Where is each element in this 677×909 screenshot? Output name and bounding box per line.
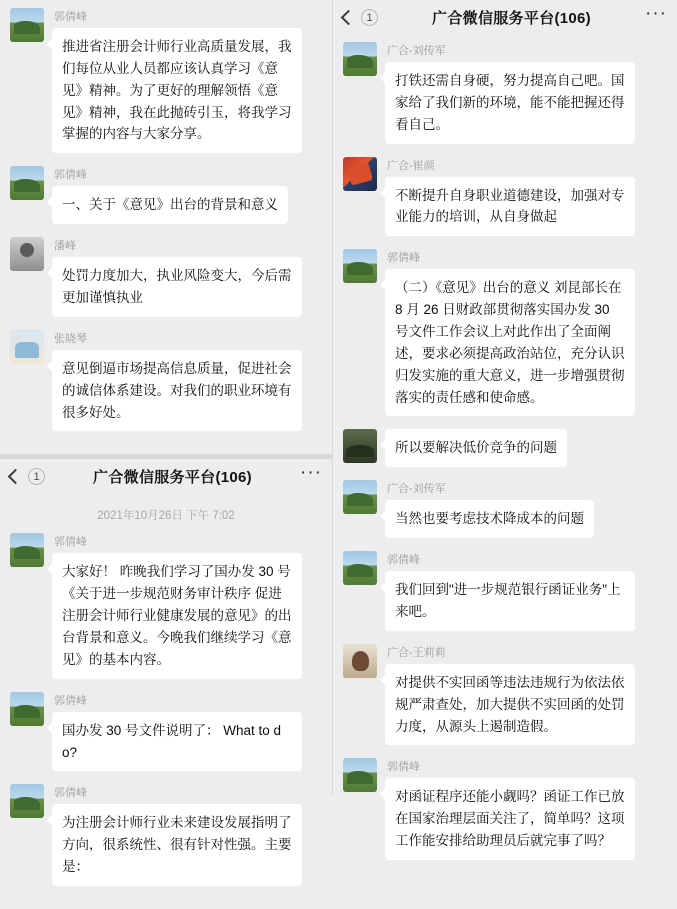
message-item[interactable] xyxy=(10,330,322,432)
avatar[interactable] xyxy=(343,249,377,283)
message-bubble[interactable]: 大家好！ 昨晚我们学习了国办发 30 号《关于进一步规范财务审计秩序 促进注册会计师行业健康发展的意见》的出台背景和意义。今晚我们继续学习《意见》的基本内容。 xyxy=(52,553,302,678)
right-message-list[interactable] xyxy=(333,34,677,883)
message-item[interactable] xyxy=(10,166,322,224)
message-item[interactable] xyxy=(10,237,322,317)
chevron-left-icon[interactable] xyxy=(341,9,357,25)
message-bubble[interactable]: 打铁还需自身硬，努力提高自己吧。国家给了我们新的环境，能不能把握还得看自己。 xyxy=(385,62,635,144)
back-button[interactable] xyxy=(10,468,45,485)
message-item[interactable] xyxy=(343,644,667,746)
message-bubble[interactable]: 意见倒逼市场提高信息质量，促进社会的诚信体系建设。对我们的职业环境有很多好处。 xyxy=(52,350,302,432)
message-item[interactable] xyxy=(343,758,667,860)
message-sender: 郭倩峰 xyxy=(54,11,87,23)
message-sender: 郭倩峰 xyxy=(387,252,420,265)
avatar[interactable] xyxy=(343,551,377,585)
message-timestamp: 2021年10月26日 下午 7:02 xyxy=(97,510,235,523)
unread-badge[interactable]: 1 xyxy=(28,468,45,485)
message-sender: 郭倩峰 xyxy=(387,554,420,567)
message-bubble[interactable]: 国办发 30 号文件说明了： What to do? xyxy=(52,712,302,772)
message-bubble[interactable]: 一、关于《意见》出台的背景和意义 xyxy=(52,186,288,224)
message-sender: 郭倩峰 xyxy=(54,787,87,800)
message-item[interactable] xyxy=(343,551,667,631)
message-item[interactable] xyxy=(10,8,322,153)
avatar[interactable] xyxy=(343,480,377,514)
avatar[interactable] xyxy=(10,533,44,567)
right-chat-header xyxy=(333,0,677,34)
message-sender: 郭倩峰 xyxy=(54,169,87,182)
message-sender: 广合-崔颜 xyxy=(387,159,435,172)
message-bubble[interactable]: 不断提升自身职业道德建设，加强对专业能力的培训，从自身做起 xyxy=(385,177,635,237)
message-bubble[interactable]: （二）《意见》出台的意义 刘昆部长在 8 月 26 日财政部贯彻落实国办发 30 号文件工作会议上对此作出了全面阐述，要求必须提高政治站位，充分认识归发实施的重大意义，进一步增强贯彻落实的责任感和使命感。 xyxy=(385,269,635,416)
avatar[interactable] xyxy=(10,784,44,818)
message-item[interactable] xyxy=(343,42,667,144)
avatar[interactable] xyxy=(10,166,44,200)
back-button[interactable] xyxy=(343,9,378,26)
avatar[interactable] xyxy=(343,157,377,191)
message-item[interactable] xyxy=(10,784,322,886)
chat-title: 广合微信服务平台(106) xyxy=(432,9,591,27)
left-chat-header xyxy=(0,459,332,493)
message-bubble[interactable]: 对函证程序还能小觑吗？函证工作已放在国家治理层面关注了，简单吗？这项工作能安排给助理员后就完事了吗？ xyxy=(385,778,635,860)
message-item[interactable] xyxy=(343,157,667,237)
message-item[interactable] xyxy=(10,533,322,678)
left-top-message-list[interactable] xyxy=(0,0,332,454)
message-sender: 郭倩峰 xyxy=(54,694,87,707)
message-sender: 广合-刘传军 xyxy=(387,45,446,57)
message-bubble[interactable]: 当然也要考虑技术降成本的问题 xyxy=(385,500,594,538)
avatar[interactable] xyxy=(343,42,377,76)
message-sender: 郭倩峰 xyxy=(54,536,87,549)
message-item[interactable] xyxy=(343,429,667,467)
left-column xyxy=(0,0,333,875)
message-bubble[interactable]: 所以要解决低价竞争的问题 xyxy=(385,429,567,467)
unread-badge[interactable]: 1 xyxy=(361,9,378,26)
message-item[interactable] xyxy=(10,692,322,772)
more-dots-icon[interactable]: ··· xyxy=(645,3,667,24)
message-bubble[interactable]: 处罚力度加大，执业风险变大，今后需更加谨慎执业 xyxy=(52,257,302,317)
left-bottom-message-list[interactable] xyxy=(0,493,332,909)
avatar[interactable] xyxy=(10,8,44,42)
avatar[interactable] xyxy=(10,330,44,364)
message-sender: 广合-刘传军 xyxy=(387,483,446,496)
message-sender: 郭倩峰 xyxy=(387,761,420,774)
message-item[interactable] xyxy=(343,249,667,416)
message-item[interactable] xyxy=(343,480,667,538)
chat-title: 广合微信服务平台(106) xyxy=(93,468,252,486)
avatar[interactable] xyxy=(343,758,377,792)
chevron-left-icon[interactable] xyxy=(8,469,24,485)
right-column xyxy=(333,0,677,849)
avatar[interactable] xyxy=(343,429,377,463)
message-sender: 潘峰 xyxy=(54,240,76,253)
message-sender: 张晓琴 xyxy=(54,332,87,345)
message-bubble[interactable]: 为注册会计师行业未来建设发展指明了方向，很系统性、很有针对性强。主要是： xyxy=(52,804,302,886)
message-bubble[interactable]: 对提供不实回函等违法违规行为依法依规严肃查处，加大提供不实回函的处罚力度，从源头上遏制造假。 xyxy=(385,664,635,746)
message-bubble[interactable]: 我们回到"进一步规范银行函证业务"上来吧。 xyxy=(385,571,635,631)
avatar[interactable] xyxy=(10,237,44,271)
more-dots-icon[interactable]: ··· xyxy=(300,462,322,484)
avatar[interactable] xyxy=(343,644,377,678)
avatar[interactable] xyxy=(10,692,44,726)
message-sender: 广合-王莉莉 xyxy=(387,646,446,659)
message-bubble[interactable]: 推进省注册会计师行业高质量发展，我们每位从业人员都应该认真学习《意见》精神。为了更好的理解领悟《意见》精神，我在此抛砖引玉，将我学习掌握的内容与大家分享。 xyxy=(52,28,302,153)
